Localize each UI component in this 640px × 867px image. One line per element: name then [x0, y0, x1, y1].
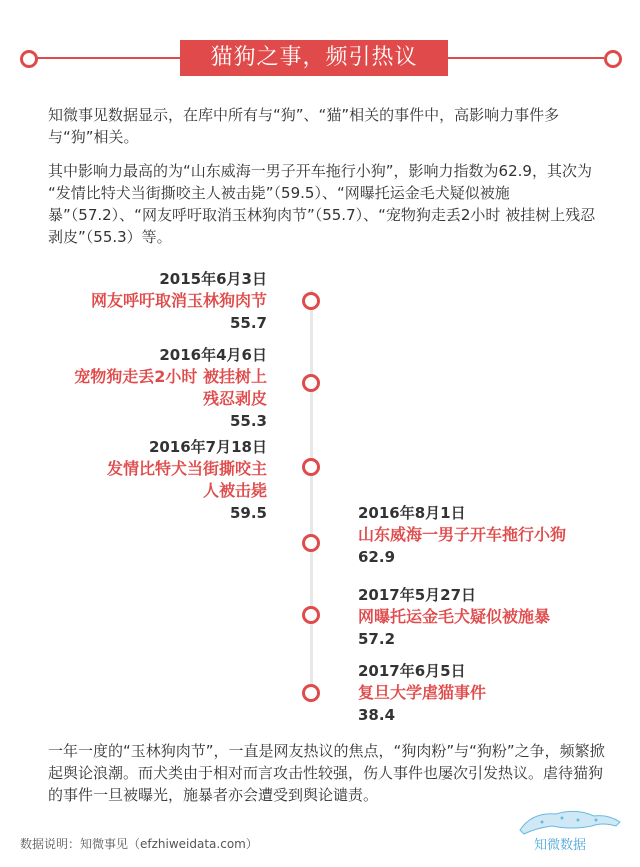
timeline-dot-icon	[302, 292, 320, 310]
section-title: 猫狗之事，频引热议	[180, 40, 448, 76]
watermark-text: 知微数据	[534, 838, 587, 853]
data-source-note: 数据说明：知微事见（efzhiweidata.com）	[20, 837, 258, 851]
event-score: 55.3	[229, 412, 267, 430]
event-score: 62.9	[358, 548, 396, 566]
event-score: 57.2	[358, 630, 396, 648]
event-score: 55.7	[229, 314, 267, 332]
event-date: 2017年6月5日	[358, 662, 466, 680]
event-title: 宠物狗走丢2小时 被挂树上残忍剥皮	[74, 367, 267, 408]
event-title: 网友呼吁取消玉林狗肉节	[90, 291, 267, 310]
intro-paragraph-2: 其中影响力最高的为“山东威海一男子开车拖行小狗”，影响力指数为62.9，其次为 “发情比特犬当街撕咬主人被击毙”（59.5）、“网曝托运金毛犬疑似被施暴”（57.2）、“网友呼吁取消玉林狗肉节”（55.7）、“宠物狗走丢2小时 被挂树上残忍剥皮”（55.3）等。	[48, 162, 596, 246]
header-ring-left-icon	[20, 50, 38, 68]
timeline-dot-icon	[302, 684, 320, 702]
header-divider-right	[448, 57, 604, 59]
event-score: 38.4	[358, 706, 396, 724]
timeline-event	[91, 268, 267, 334]
event-title: 山东威海一男子开车拖行小狗	[358, 525, 567, 544]
section-header	[0, 40, 640, 76]
timeline-dot-icon	[302, 534, 320, 552]
timeline-event	[358, 502, 566, 568]
event-date: 2016年7月18日	[148, 438, 267, 456]
event-date: 2017年5月27日	[358, 586, 477, 604]
event-score: 59.5	[229, 504, 267, 522]
event-date: 2016年8月1日	[358, 504, 466, 522]
timeline-dot-icon	[302, 374, 320, 392]
header-divider-left	[34, 57, 180, 59]
intro-paragraph-1: 知微事见数据显示，在库中所有与“狗”、“猫”相关的事件中，高影响力事件多与“狗”相关。	[48, 106, 560, 146]
outro-paragraph: 一年一度的“玉林狗肉节”，一直是网友热议的焦点，“狗肉粉”与“狗粉”之争，频繁掀起舆论浪潮。而犬类由于相对而言攻击性较强，伤人事件也屡次引发热议。虐待猫狗的事件一旦被曝光，施暴者亦会遭受到舆论谴责。	[48, 742, 605, 804]
timeline-dot-icon	[302, 458, 320, 476]
timeline-event	[67, 344, 267, 432]
timeline-event	[358, 584, 550, 650]
event-date: 2016年4月6日	[159, 346, 267, 364]
event-date: 2015年6月3日	[159, 270, 267, 288]
watermark	[512, 800, 632, 860]
event-title: 复旦大学虐猫事件	[358, 683, 487, 702]
timeline-event	[97, 436, 267, 524]
timeline-dot-icon	[302, 606, 320, 624]
event-title: 网曝托运金毛犬疑似被施暴	[358, 607, 551, 626]
timeline-axis	[310, 290, 313, 700]
event-title: 发情比特犬当街撕咬主人被击毙	[106, 459, 267, 500]
timeline-event	[358, 660, 486, 726]
header-ring-right-icon	[604, 50, 622, 68]
